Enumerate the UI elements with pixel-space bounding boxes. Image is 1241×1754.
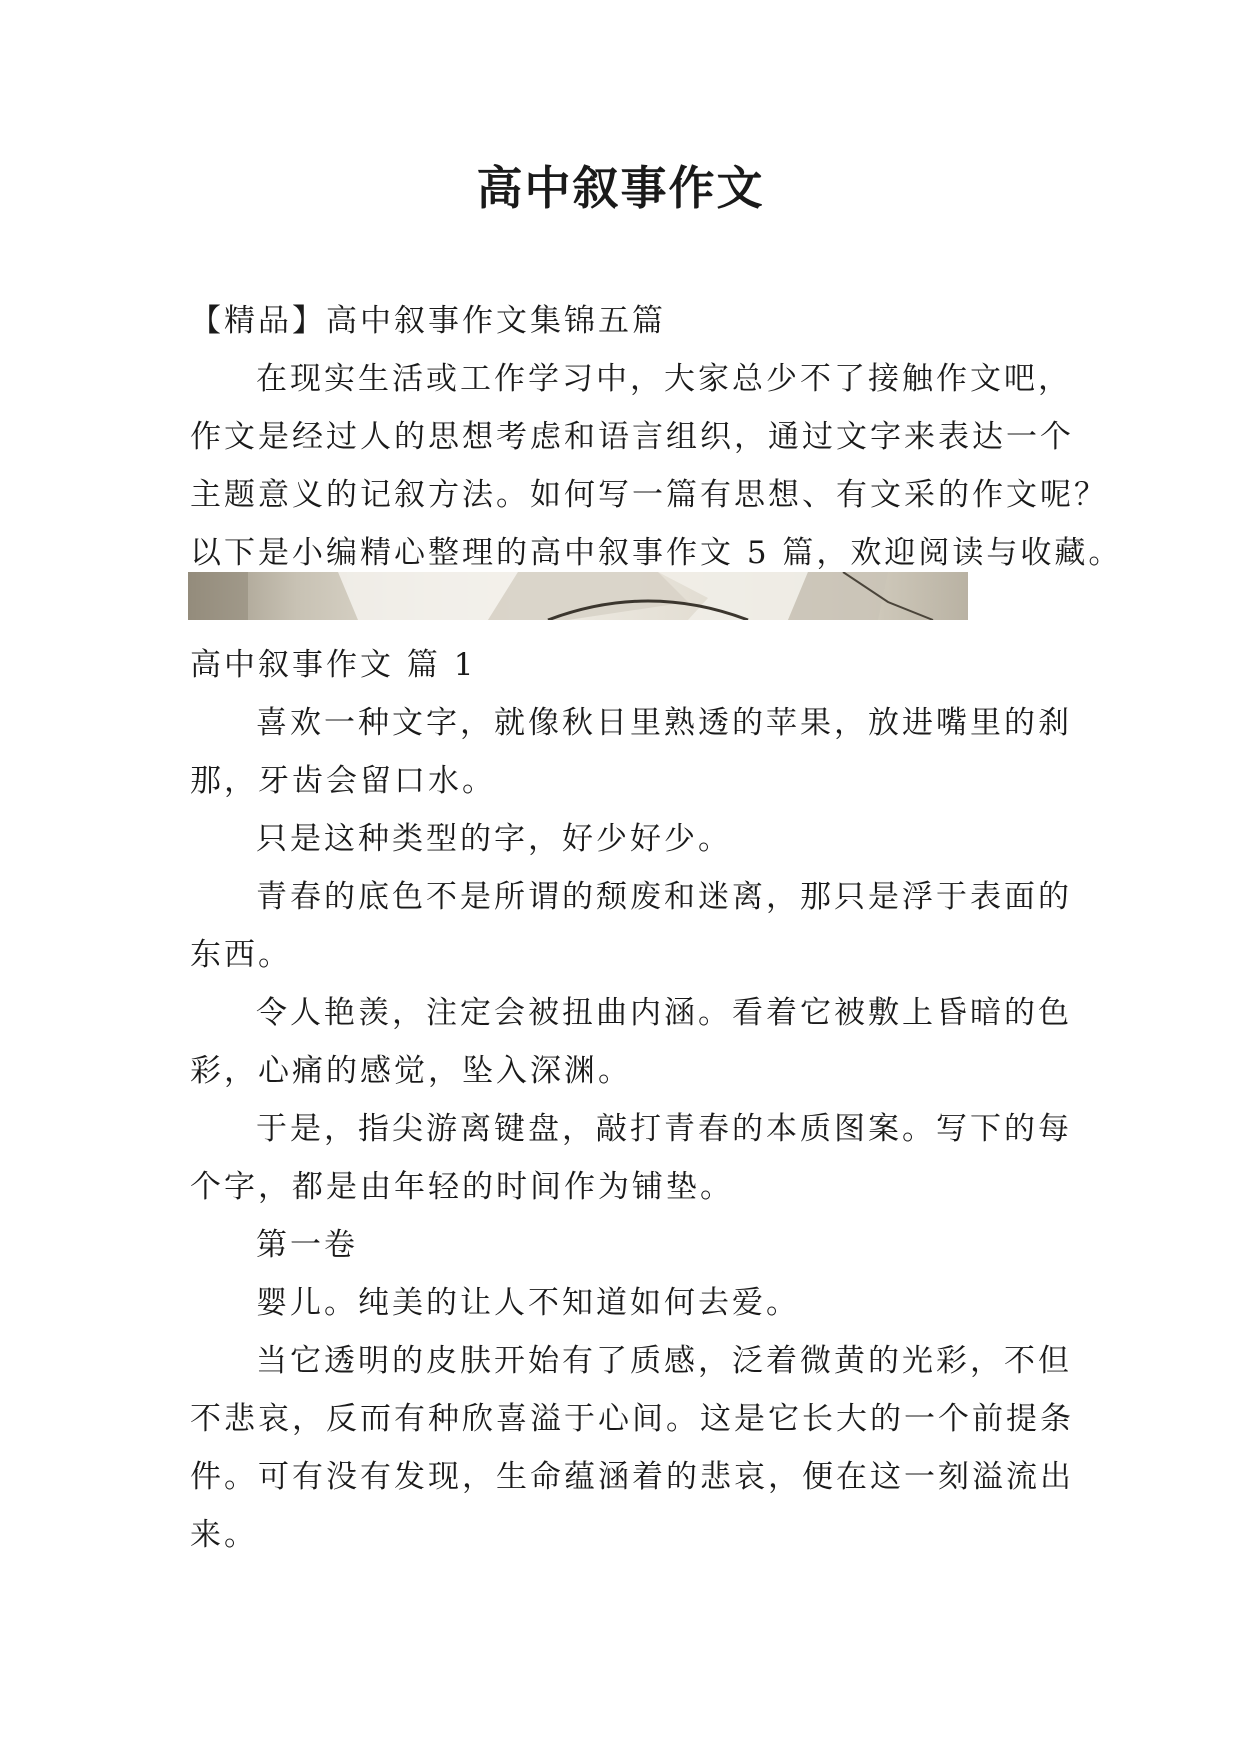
paragraph-line: 当它透明的皮肤开始有了质感，泛着微黄的光彩，不但 — [256, 1343, 1072, 1379]
intro-line: 以下是小编精心整理的高中叙事作文 5 篇，欢迎阅读与收藏。 — [190, 535, 1123, 571]
paragraph-line: 那，牙齿会留口水。 — [190, 763, 496, 799]
decorative-banner-image — [188, 572, 968, 620]
paragraph-line: 于是，指尖游离键盘，敲打青春的本质图案。写下的每 — [256, 1111, 1072, 1147]
intro-line: 作文是经过人的思想考虑和语言组织，通过文字来表达一个 — [190, 419, 1074, 455]
paragraph-line: 令人艳羡，注定会被扭曲内涵。看着它被敷上昏暗的色 — [256, 995, 1072, 1031]
paragraph-line: 彩，心痛的感觉，坠入深渊。 — [190, 1053, 632, 1089]
paragraph-line: 不悲哀，反而有种欣喜溢于心间。这是它长大的一个前提条 — [190, 1401, 1074, 1437]
paragraph-line: 喜欢一种文字，就像秋日里熟透的苹果，放进嘴里的刹 — [256, 705, 1072, 741]
intro-block — [190, 292, 1123, 582]
paragraph-line: 东西。 — [190, 937, 292, 973]
paragraph-line: 只是这种类型的字，好少好少。 — [256, 821, 732, 857]
paragraph-line: 青春的底色不是所谓的颓废和迷离，那只是浮于表面的 — [256, 879, 1072, 915]
section1-heading: 高中叙事作文 篇 1 — [190, 647, 477, 683]
section1-block — [190, 636, 1074, 1564]
intro-line: 在现实生活或工作学习中，大家总少不了接触作文吧， — [256, 361, 1072, 397]
chapter-heading: 第一卷 — [256, 1227, 358, 1263]
intro-heading: 【精品】高中叙事作文集锦五篇 — [190, 303, 666, 339]
intro-line: 主题意义的记叙方法。如何写一篇有思想、有文采的作文呢？ — [190, 477, 1108, 513]
paragraph-line: 件。可有没有发现，生命蕴涵着的悲哀，便在这一刻溢流出 — [190, 1459, 1074, 1495]
document-title: 高中叙事作文 — [476, 161, 765, 215]
paragraph-line: 个字，都是由年轻的时间作为铺垫。 — [190, 1169, 734, 1205]
paragraph-line: 来。 — [190, 1517, 258, 1553]
paragraph-line: 婴儿。纯美的让人不知道如何去爱。 — [256, 1285, 800, 1321]
